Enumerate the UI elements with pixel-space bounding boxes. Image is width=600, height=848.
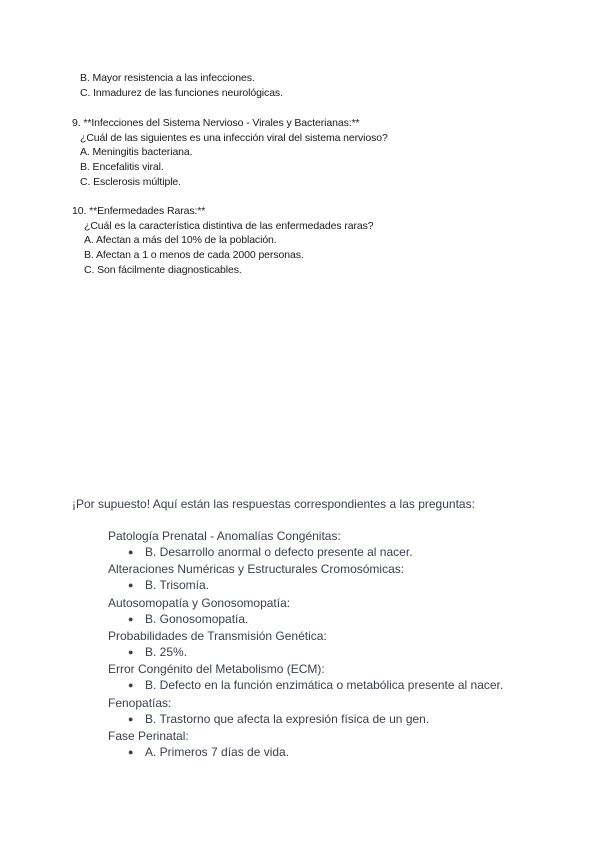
question-10-option-a: A. Afectan a más del 10% de la población. bbox=[84, 234, 277, 246]
bullet-icon: ● bbox=[128, 647, 134, 657]
answer-6: B. Trastorno que afecta la expresión física de un gen. bbox=[145, 712, 430, 726]
answer-3: B. Gonosomopatía. bbox=[145, 612, 249, 626]
option-b: B. Mayor resistencia a las infecciones. bbox=[80, 72, 255, 84]
answer-topic-4: Probabilidades de Transmisión Genética: bbox=[108, 629, 327, 643]
answer-topic-6: Fenopatías: bbox=[108, 696, 172, 710]
question-9-option-c: C. Esclerosis múltiple. bbox=[80, 176, 181, 188]
answer-topic-7: Fase Perinatal: bbox=[108, 729, 189, 743]
bullet-icon: ● bbox=[128, 580, 134, 590]
bullet-icon: ● bbox=[128, 547, 134, 557]
answer-2: B. Trisomía. bbox=[145, 578, 210, 592]
question-10-option-b: B. Afectan a 1 o menos de cada 2000 personas. bbox=[84, 249, 304, 261]
question-9-title: 9. **Infecciones del Sistema Nervioso - Virales y Bacterianas:** bbox=[72, 117, 360, 129]
bullet-icon: ● bbox=[128, 680, 134, 690]
bullet-icon: ● bbox=[128, 747, 134, 757]
bullet-icon: ● bbox=[128, 714, 134, 724]
answer-4: B. 25%. bbox=[145, 645, 188, 659]
answer-topic-1: Patología Prenatal - Anomalías Congénitas: bbox=[108, 529, 341, 543]
answer-7: A. Primeros 7 días de vida. bbox=[145, 745, 290, 759]
question-10-title: 10. **Enfermedades Raras:** bbox=[72, 205, 206, 217]
question-10-option-c: C. Son fácilmente diagnosticables. bbox=[84, 264, 242, 276]
answers-intro: ¡Por supuesto! Aquí están las respuestas correspondientes a las preguntas: bbox=[72, 497, 475, 511]
answer-1: B. Desarrollo anormal o defecto presente al nacer. bbox=[145, 545, 413, 559]
option-c: C. Inmadurez de las funciones neurológicas. bbox=[80, 87, 283, 99]
answer-topic-3: Autosomopatía y Gonosomopatía: bbox=[108, 596, 291, 610]
bullet-icon: ● bbox=[128, 614, 134, 624]
answer-topic-5: Error Congénito del Metabolismo (ECM): bbox=[108, 662, 325, 676]
question-9-text: ¿Cuál de las siguientes es una infección viral del sistema nervioso? bbox=[80, 132, 388, 144]
answer-5: B. Defecto en la función enzimática o metabólica presente al nacer. bbox=[145, 678, 504, 692]
answer-topic-2: Alteraciones Numéricas y Estructurales Cromosómicas: bbox=[108, 562, 405, 576]
question-9-option-a: A. Meningitis bacteriana. bbox=[80, 146, 193, 158]
question-10-text: ¿Cuál es la característica distintiva de las enfermedades raras? bbox=[84, 220, 374, 232]
question-9-option-b: B. Encefalitis viral. bbox=[80, 161, 164, 173]
